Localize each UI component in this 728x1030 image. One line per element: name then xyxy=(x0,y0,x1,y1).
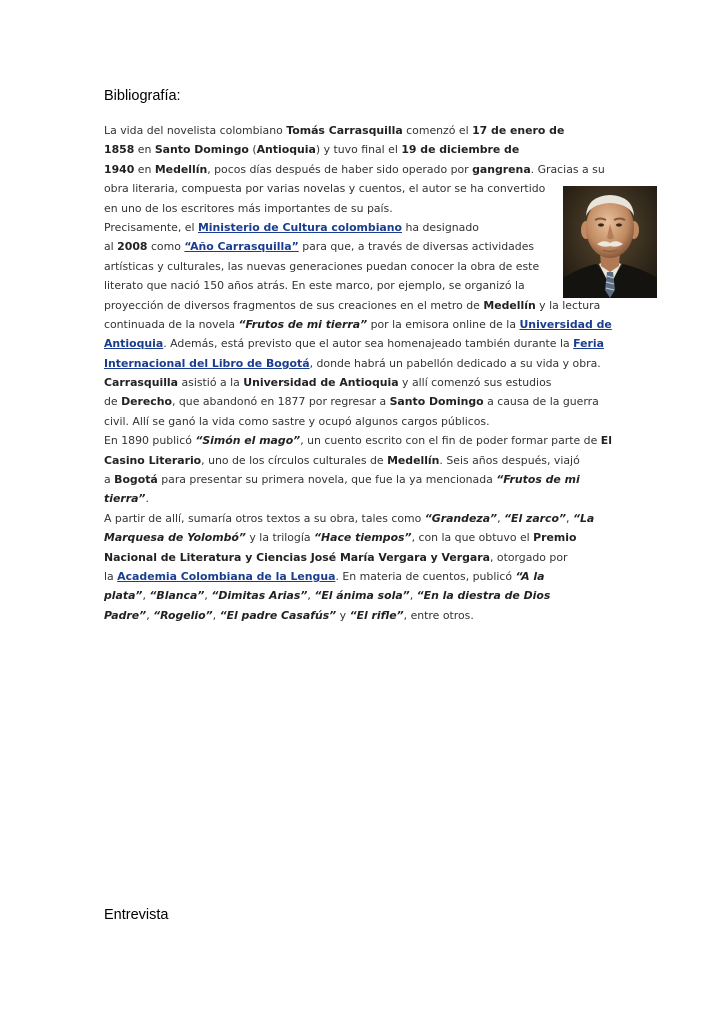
bold-italic-title: “El rifle” xyxy=(349,608,404,622)
text-link[interactable]: Universidad de xyxy=(519,317,612,331)
text-link[interactable]: Antioquia xyxy=(104,337,164,351)
plain-text: ( xyxy=(248,143,257,157)
text-line xyxy=(104,373,626,392)
plain-text: , pocos días después de haber sido operado por xyxy=(207,162,473,176)
text-line xyxy=(104,354,626,373)
text-line xyxy=(104,567,626,586)
text-link[interactable]: Feria xyxy=(573,337,604,351)
plain-text: asistió a la xyxy=(178,376,244,390)
text-line xyxy=(104,237,626,256)
bold-italic-title: “El zarco” xyxy=(504,511,566,525)
plain-text: , xyxy=(497,511,504,525)
plain-text: , xyxy=(212,608,220,622)
text-link[interactable]: Internacional del Libro de Bogotá xyxy=(104,356,310,370)
text-line xyxy=(104,451,626,470)
bold-text: Casino Literario xyxy=(104,453,202,467)
plain-text: , donde habrá un pabellón dedicado a su vida y obra. xyxy=(309,356,601,370)
bold-italic-title: “Simón el mago” xyxy=(195,434,301,448)
bold-text: 2008 xyxy=(117,240,148,254)
plain-text: La vida del novelista colombiano xyxy=(104,124,287,137)
text-line xyxy=(104,431,626,450)
bold-text: Santo Domingo xyxy=(389,395,484,409)
plain-text: . Seis años después, viajó xyxy=(439,453,580,467)
bold-italic-title: “A la xyxy=(515,569,545,583)
bold-text: Santo Domingo xyxy=(154,143,249,157)
plain-text: , uno de los círculos culturales de xyxy=(201,453,388,467)
bold-text: Antioquia xyxy=(256,143,316,157)
plain-text: en xyxy=(134,143,155,157)
bold-text: 1858 xyxy=(104,143,135,157)
text-line xyxy=(104,140,626,159)
bold-italic-title: “Hace tiempos” xyxy=(314,531,412,545)
bold-text: 1940 xyxy=(104,162,135,176)
bold-italic-title: plata” xyxy=(104,589,143,603)
plain-text: en xyxy=(134,162,155,176)
plain-text: a causa de la guerra xyxy=(483,395,599,409)
bold-text: Nacional de Literatura y Ciencias José María Vergara y Vergara xyxy=(104,550,490,564)
text-line xyxy=(104,528,626,547)
text-line xyxy=(104,489,626,508)
plain-text: para presentar su primera novela, que fue la ya mencionada xyxy=(157,473,497,487)
plain-text: . Además, está previsto que el autor sea homenajeado también durante la xyxy=(163,337,574,351)
plain-text: , xyxy=(146,608,154,622)
bold-italic-title: “La xyxy=(572,511,595,525)
bold-text: Carrasquilla xyxy=(104,376,179,390)
bibliography-heading: Bibliografía: xyxy=(104,88,181,104)
plain-text: y la lectura xyxy=(535,298,601,312)
bold-text: Tomás Carrasquilla xyxy=(286,124,403,137)
text-line xyxy=(104,179,626,198)
bold-text: 19 de diciembre de xyxy=(401,143,520,157)
text-line xyxy=(104,257,626,276)
plain-text: proyección de diversos fragmentos de sus creaciones en el metro de xyxy=(104,298,484,312)
plain-text: , xyxy=(307,589,315,603)
plain-text: para que, a través de diversas actividades xyxy=(298,240,535,254)
plain-text: y xyxy=(336,608,350,622)
bold-italic-title: Marquesa de Yolombó” xyxy=(104,531,246,545)
plain-text: , xyxy=(142,589,150,603)
bold-text: 17 de enero de xyxy=(472,124,565,137)
bold-italic-title: “El ánima sola” xyxy=(314,589,410,603)
bold-italic-title: “Dimitas Arias” xyxy=(211,589,308,603)
text-line xyxy=(104,160,626,179)
plain-text: , entre otros. xyxy=(403,608,474,622)
plain-text: por la emisora online de la xyxy=(367,317,520,331)
bold-italic-title: “Grandeza” xyxy=(424,511,498,525)
bold-italic-title: Padre” xyxy=(104,608,147,622)
plain-text: de xyxy=(104,395,122,409)
plain-text: literato que nació 150 años atrás. En este marco, por ejemplo, se organizó la xyxy=(104,279,525,293)
text-line xyxy=(104,412,626,431)
text-line xyxy=(104,296,626,315)
plain-text: , xyxy=(204,589,212,603)
plain-text: artísticas y culturales, las nuevas generaciones puedan conocer la obra de este xyxy=(104,259,540,273)
bold-italic-title: tierra” xyxy=(104,492,146,506)
plain-text: en uno de los escritores más importantes de su país. xyxy=(104,201,393,215)
bold-text: Bogotá xyxy=(114,473,158,487)
plain-text: , xyxy=(409,589,417,603)
text-line xyxy=(104,218,626,237)
text-line xyxy=(104,509,626,528)
plain-text: . En materia de cuentos, publicó xyxy=(335,569,516,583)
plain-text: . xyxy=(145,492,149,506)
plain-text: , xyxy=(566,511,573,525)
interview-heading: Entrevista xyxy=(104,907,169,923)
text-line xyxy=(104,121,626,140)
plain-text: , que abandonó en 1877 por regresar a xyxy=(171,395,390,409)
bold-text: El xyxy=(600,434,612,448)
text-link[interactable]: Academia Colombiana de la Lengua xyxy=(117,569,336,583)
bold-text: Premio xyxy=(533,531,577,545)
plain-text: civil. Allí se ganó la vida como sastre y ocupó algunos cargos públicos. xyxy=(104,414,490,428)
bold-text: Universidad de Antioquia xyxy=(243,376,399,390)
bold-text: Medellín xyxy=(154,162,208,176)
text-line xyxy=(104,392,626,411)
plain-text: Precisamente, el xyxy=(104,220,198,234)
bold-text: Medellín xyxy=(483,298,536,312)
plain-text: , otorgado por xyxy=(489,550,568,564)
text-link[interactable]: “Año Carrasquilla” xyxy=(184,240,299,254)
bold-text: gangrena xyxy=(472,162,531,176)
text-line xyxy=(104,276,626,295)
bold-italic-title: “Frutos de mi xyxy=(496,473,580,487)
text-line xyxy=(104,586,626,605)
plain-text: , un cuento escrito con el fin de poder formar parte de xyxy=(300,434,601,448)
bold-text: Derecho xyxy=(121,395,172,409)
plain-text: continuada de la novela xyxy=(104,317,239,331)
text-line xyxy=(104,334,626,353)
plain-text: . Gracias a su xyxy=(530,162,605,176)
plain-text: ) y tuvo final el xyxy=(315,143,402,157)
bold-italic-title: “El padre Casafús” xyxy=(219,608,337,622)
plain-text: , con la que obtuvo el xyxy=(411,531,534,545)
text-line xyxy=(104,548,626,567)
text-link[interactable]: Ministerio de Cultura colombiano xyxy=(197,220,403,234)
text-line xyxy=(104,315,626,334)
bold-italic-title: “Blanca” xyxy=(149,589,205,603)
plain-text: y la trilogía xyxy=(245,531,314,545)
plain-text: ha designado xyxy=(402,220,479,234)
plain-text: la xyxy=(104,569,118,583)
plain-text: a xyxy=(104,473,115,487)
plain-text: como xyxy=(147,240,185,254)
plain-text: al xyxy=(104,240,118,254)
text-line xyxy=(104,606,626,625)
bold-italic-title: “Rogelio” xyxy=(153,608,213,622)
text-line xyxy=(104,199,626,218)
bold-italic-title: “En la diestra de Dios xyxy=(416,589,551,603)
plain-text: A partir de allí, sumaría otros textos a su obra, tales como xyxy=(104,511,425,525)
bold-italic-title: “Frutos de mi tierra” xyxy=(238,317,368,331)
plain-text: obra literaria, compuesta por varias novelas y cuentos, el autor se ha convertido xyxy=(104,182,546,196)
biography-text xyxy=(104,121,626,625)
bold-text: Medellín xyxy=(387,453,440,467)
plain-text: comenzó el xyxy=(402,124,473,137)
plain-text: En 1890 publicó xyxy=(104,434,196,448)
plain-text: y allí comenzó sus estudios xyxy=(398,376,552,390)
text-line xyxy=(104,470,626,489)
